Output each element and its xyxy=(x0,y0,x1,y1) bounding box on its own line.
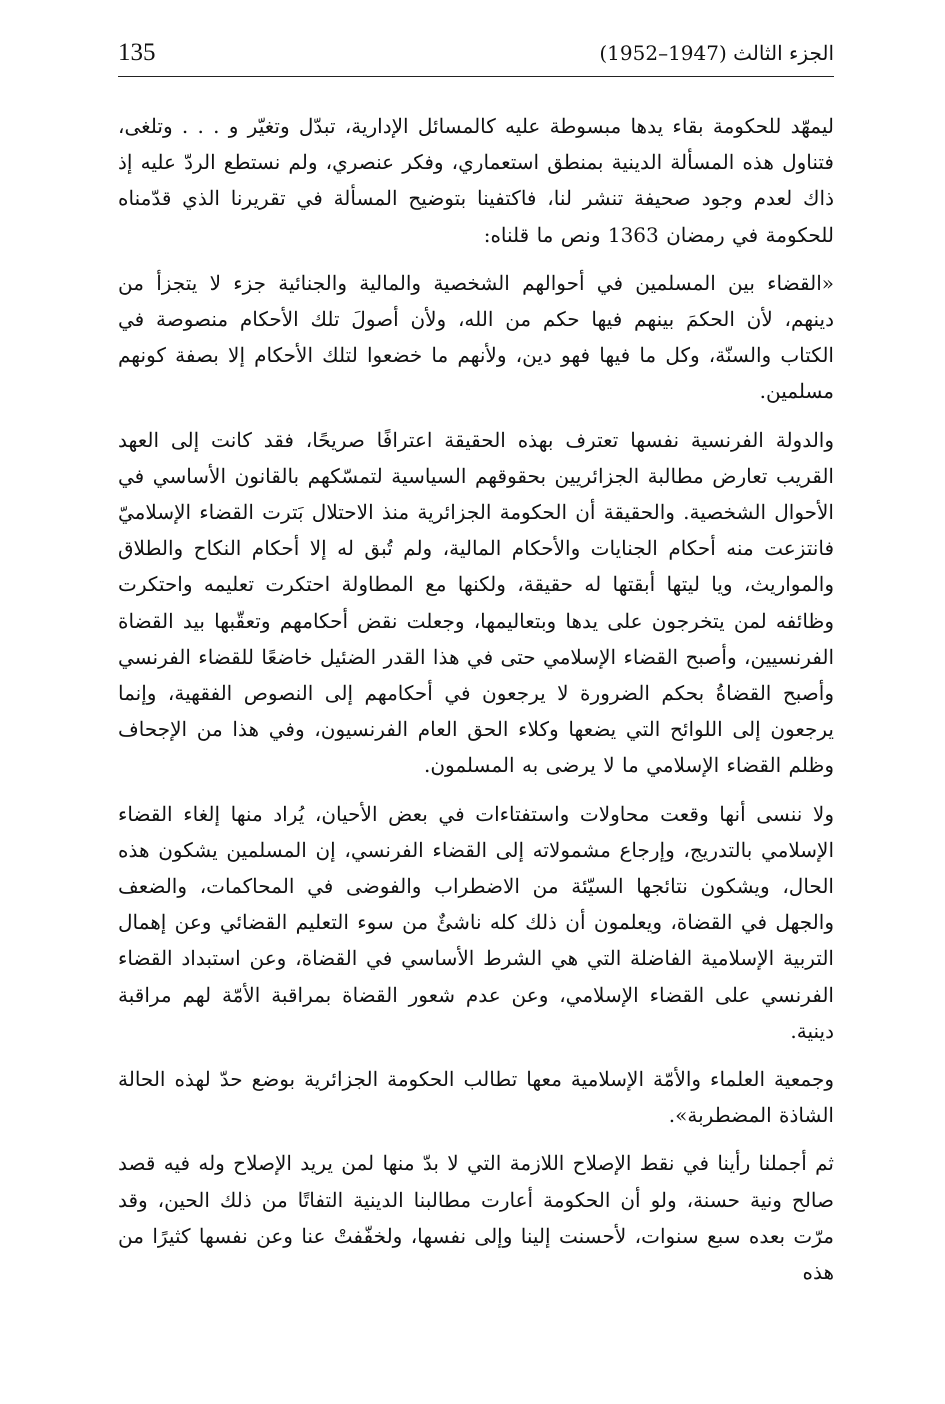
running-head: الجزء الثالث (1947–1952) xyxy=(599,41,834,65)
body-text xyxy=(118,108,834,1302)
quoted-paragraph: والدولة الفرنسية نفسها تعترف بهذه الحقيقة اعترافًا صريحًا، فقد كانت إلى العهد القريب تعارض مطالبة الجزائريين بحقوقهم السياسية لتمسّكهم بالقانون الأساسي في الأحوال الشخصية. والحقيقة أن الحكومة الجزائرية منذ الاحتلال بَترت القضاء الإسلاميّ فانتزعت منه أحكام الجنايات والأحكام المالية، ولم تُبق له إلا أحكام النكاح والطلاق والمواريث، ويا ليتها أبقتها له حقيقة، ولكنها مع المطاولة احتكرت تعليمه واحتكرت وظائفه لمن يتخرجون على يدها وبتعاليمها، وجعلت نقض أحكامهم وتعقّبها بيد القضاة الفرنسيين، وأصبح القضاء الإسلامي حتى في هذا القدر الضئيل خاضعًا للقضاء الفرنسي وأصبح القضاةُ بحكم الضرورة لا يرجعون في أحكامهم إلى النصوص الفقهية، وإنما يرجعون إلى اللوائح التي يضعها وكلاء الحق العام الفرنسيون، وفي هذا من الإجحاف وظلم القضاء الإسلامي ما لا يرضى به المسلمون. xyxy=(118,427,835,778)
page-number: 135 xyxy=(118,39,156,66)
quoted-paragraph: وجمعية العلماء والأمّة الإسلامية معها تطالب الحكومة الجزائرية بوضع حدّ لهذه الحالة الشاذة المضطربة». xyxy=(118,1067,834,1128)
paragraph: ليمهّد للحكومة بقاء يدها مبسوطة عليه كالمسائل الإدارية، تبدّل وتغيّر و . . . وتلغى، فتناول هذه المسألة الدينية بمنطق استعماري، وفكر عنصري، ولم نستطع الردّ عليه إذ ذاك لعدم وجود صحيفة تنشر لنا، فاكتفينا بتوضيح المسألة في تقريرنا الذي قدّمناه للحكومة في رمضان 1363 ونص ما قلناه: xyxy=(118,114,834,247)
quoted-paragraph: ولا ننسى أنها وقعت محاولات واستفتاءات في بعض الأحيان، يُراد منها إلغاء القضاء الإسلامي بالتدريج، وإرجاع مشمولاته إلى القضاء الفرنسي، إن المسلمين يشكون هذه الحال، ويشكون نتائجها السيّئة من الاضطراب والفوضى في المحاكمات، والضعف والجهل في القضاة، ويعلمون أن ذلك كله ناشئٌ من سوء التعليم القضائي وعن إهمال التربية الإسلامية الفاضلة التي هي الشرط الأساسي في القضاة، وعن استبداد القضاء الفرنسي على القضاء الإسلامي، وعن عدم شعور القضاة بمراقبة الأمّة لهم مراقبة دينية. xyxy=(118,801,834,1043)
page-header xyxy=(118,36,834,77)
quoted-paragraph: «القضاء بين المسلمين في أحوالهم الشخصية والمالية والجنائية جزء لا يتجزأ من دينهم، لأن الحكمَ بينهم فيها حكم من الله، ولأن أصولَ تلك الأحكام منصوصة في الكتاب والسنّة، وكل ما فيها فهو دين، ولأنهم ما خضعوا لتلك الأحكام إلا بصفة كونهم مسلمين. xyxy=(118,270,834,404)
paragraph: ثم أجملنا رأينا في نقط الإصلاح اللازمة التي لا بدّ منها لمن يريد الإصلاح وله فيه قصد صالح ونية حسنة، ولو أن الحكومة أعارت مطالبنا الدينية التفاتًا من ذلك الحين، وقد مرّت بعده سبع سنوات، لأحسنت إلينا وإلى نفسها، ولخفّفتْ عنا وعن نفسها كثيرًا من هذه xyxy=(118,1151,835,1285)
